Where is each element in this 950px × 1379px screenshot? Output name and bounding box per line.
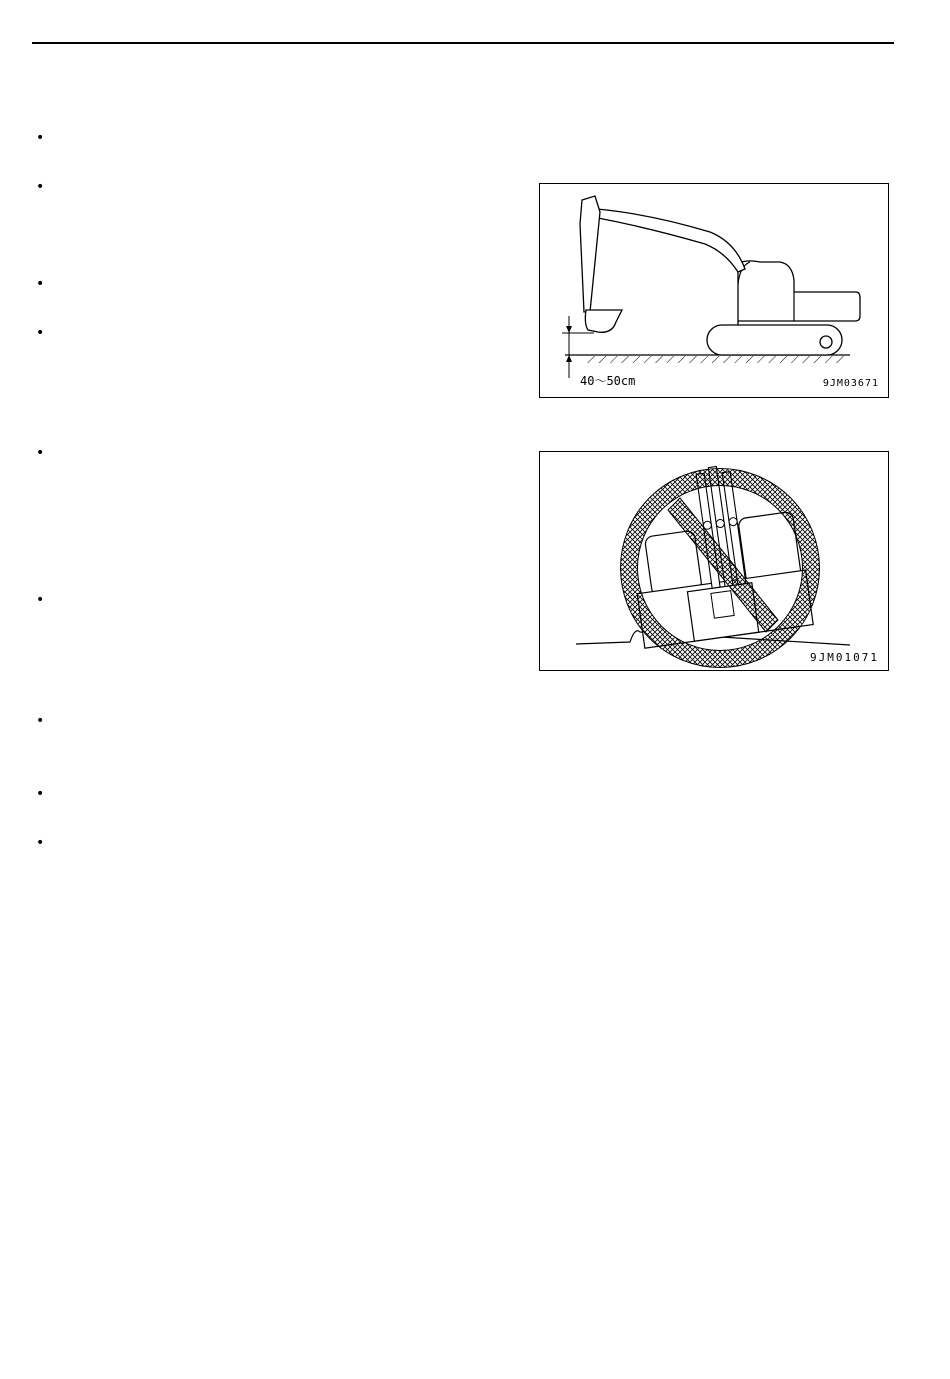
top-rule (32, 42, 894, 44)
excavator-side-illustration (540, 184, 888, 397)
excavator-side-figure (539, 183, 889, 398)
bullet: • (36, 835, 45, 851)
bullet: • (36, 325, 45, 341)
bullet: • (36, 130, 45, 146)
bullet: • (36, 786, 45, 802)
bullet: • (36, 713, 45, 729)
figure-code: 9JM01071 (810, 651, 879, 664)
dimension-label: 40〜50cm (580, 374, 636, 388)
bullet: • (36, 179, 45, 195)
prohibited-tilt-illustration (540, 452, 888, 670)
figure-code: 9JM03671 (822, 378, 879, 389)
bullet: • (36, 592, 45, 608)
bullet: • (36, 276, 45, 292)
prohibited-tilt-figure (539, 451, 889, 671)
bullet: • (36, 445, 45, 461)
